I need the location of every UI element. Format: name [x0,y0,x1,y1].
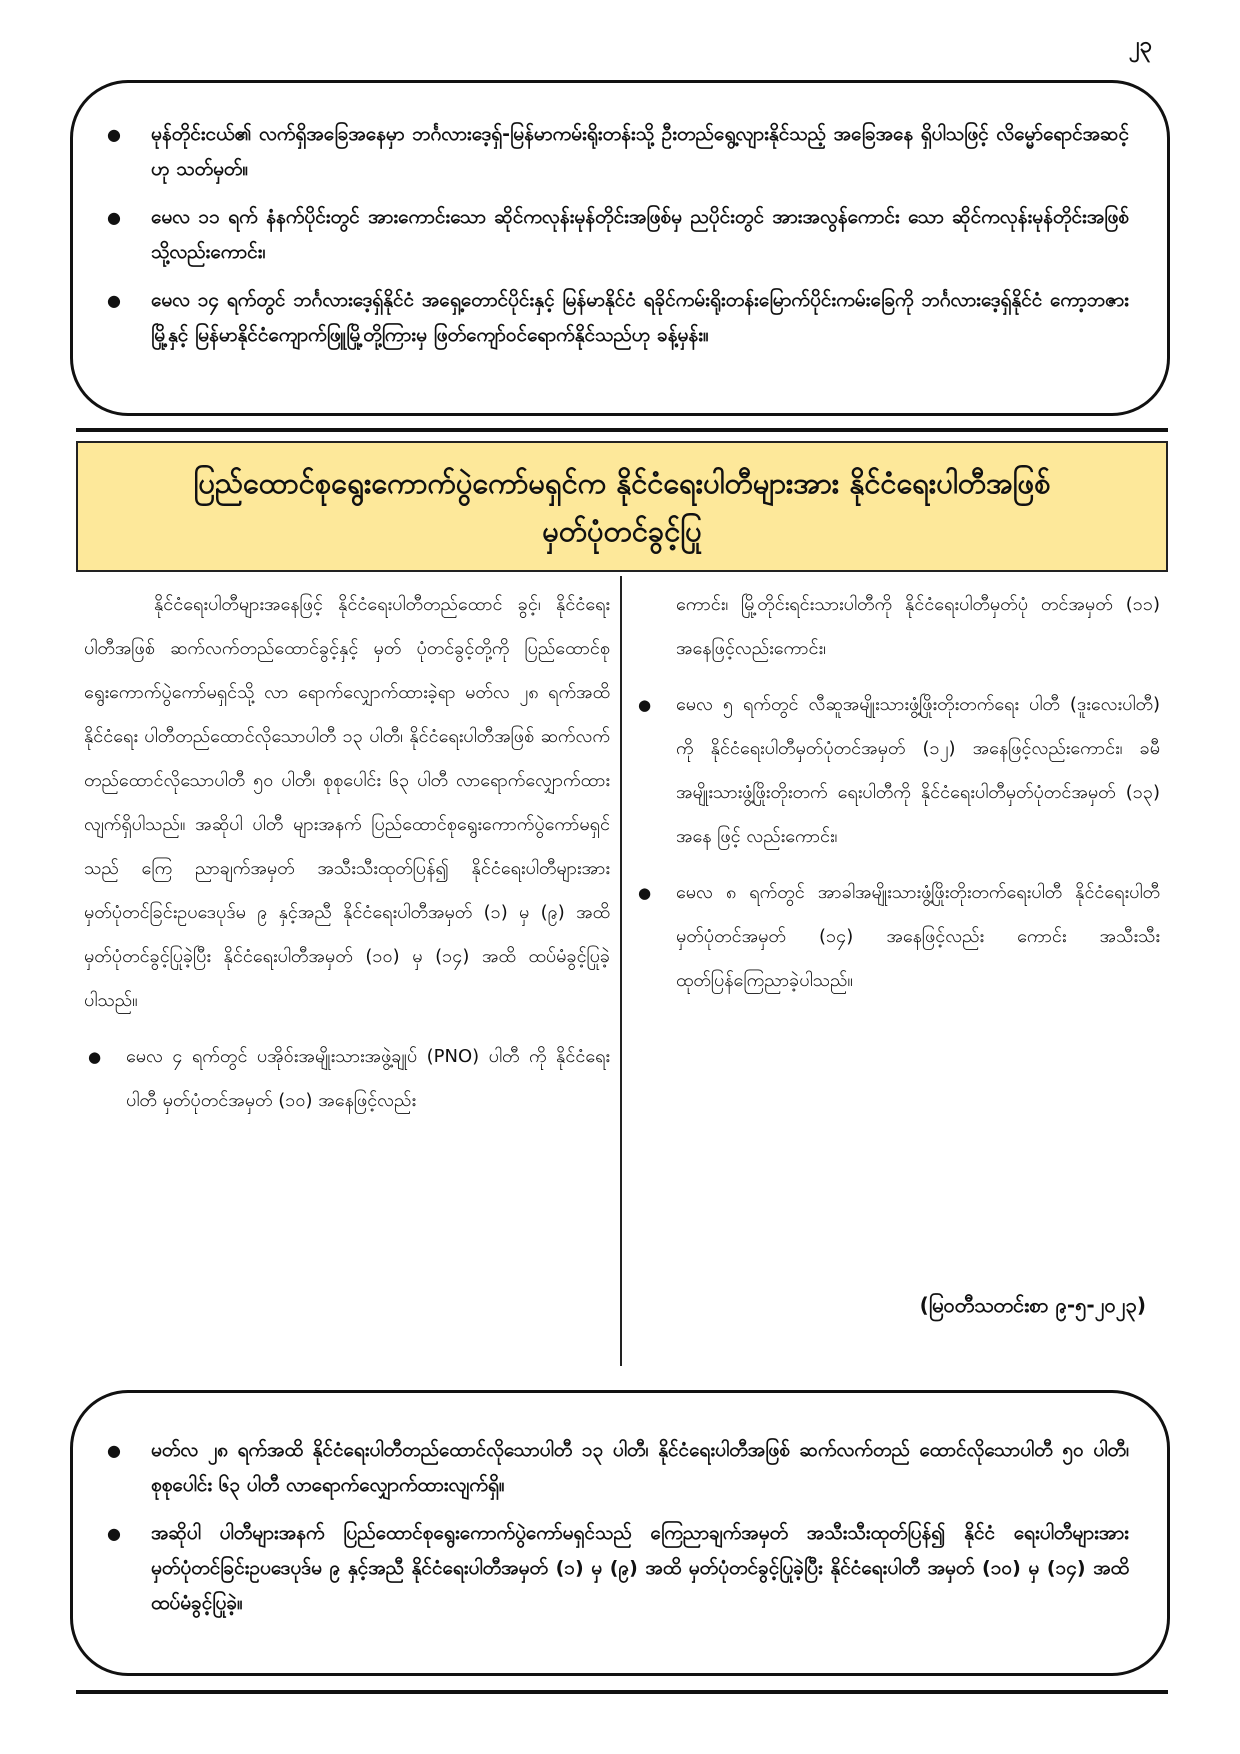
source-citation: (မြဝတီသတင်းစာ ၉-၅-၂၀၂၃) [919,1293,1146,1317]
article-right-column [634,583,1160,1003]
top-summary-list [103,117,1129,353]
top-summary-item: ● မေလ ၁၁ ရက် နံနက်ပိုင်းတွင် အားကောင်းသော ဆိုင်ကလုန်းမုန်တိုင်းအဖြစ်မှ ညပိုင်းတွင် အားအလွန်ကောင်း သော ဆိုင်ကလုန်းမုန်တိုင်းအဖြစ်သို့လည်းကောင်း၊ [103,200,1129,270]
right-bullet-list [634,683,1160,1003]
article-headline: ပြည်ထောင်စုရွေးကောက်ပွဲကော်မရှင်က နိုင်ငံရေးပါတီများအား နိုင်ငံရေးပါတီအဖြစ် မှတ်ပုံတင်ခွင့်ပြု [193,465,1051,548]
bottom-summary-item: ● အဆိုပါ ပါတီများအနက် ပြည်ထောင်စုရွေးကောက်ပွဲကော်မရှင်သည် ကြေညာချက်အမှတ် အသီးသီးထုတ်ပြန်၍ နိုင်ငံ ရေးပါတီများအား မှတ်ပုံတင်ခြင်းဥပဒေပုဒ်မ ၉ နှင့်အညီ နိုင်ငံရေးပါတီအမှတ် (၁) မှ (၉) အထိ မှတ်ပုံတင်ခွင့်ပြုခဲ့ပြီး နိုင်ငံရေးပါတီ အမှတ် (၁၀) မှ (၁၄) အထိ ထပ်မံခွင့်ပြုခဲ့။ [103,1516,1129,1621]
article-left-column [84,583,610,1123]
bottom-divider-rule [76,1690,1168,1694]
headline-banner [76,441,1168,572]
top-summary-item: ● မေလ ၁၄ ရက်တွင် ဘင်္ဂလားဒေ့ရှ်နိုင်ငံ အရှေ့တောင်ပိုင်းနှင့် မြန်မာနိုင်ငံ ရခိုင်ကမ်းရိုးတန်းမြောက်ပိုင်းကမ်းခြေကို ဘင်္ဂလားဒေ့ရှ်နိုင်ငံ ကော့ဘဇားမြို့နှင့် မြန်မာနိုင်ငံကျောက်ဖြူမြို့တို့ကြားမှ ဖြတ်ကျော်ဝင်ရောက်နိုင်သည်ဟု ခန့်မှန်း။ [103,283,1129,353]
left-bullet-list [84,1035,610,1123]
column-divider [620,576,622,1366]
top-divider-rule [76,428,1168,432]
bottom-summary-item: ● မတ်လ ၂၈ ရက်အထိ နိုင်ငံရေးပါတီတည်ထောင်လိုသောပါတီ ၁၃ ပါတီ၊ နိုင်ငံရေးပါတီအဖြစ် ဆက်လက်တည် ထောင်လိုသောပါတီ ၅၀ ပါတီ၊ စုစုပေါင်း ၆၃ ပါတီ လာရောက်လျှောက်ထားလျက်ရှိ။ [103,1433,1129,1503]
article-bullet: ● မေလ ၅ ရက်တွင် လီဆူအမျိုးသားဖွံ့ဖြိုးတိုးတက်ရေး ပါတီ (ဒူးလေးပါတီ) ကို နိုင်ငံရေးပါတီမှတ်ပုံတင်အမှတ် (၁၂) အနေဖြင့်လည်းကောင်း၊ ခမီအမျိုးသားဖွံ့ဖြိုးတိုးတက် ရေးပါတီကို နိုင်ငံရေးပါတီမှတ်ပုံတင်အမှတ် (၁၃) အနေ ဖြင့် လည်းကောင်း၊ [634,683,1160,859]
article-bullet: ● မေလ ၄ ရက်တွင် ပအိုဝ်းအမျိုးသားအဖွဲ့ချုပ် (PNO) ပါတီ ကို နိုင်ငံရေးပါတီ မှတ်ပုံတင်အမှတ် (၁၀) အနေဖြင့်လည်း [84,1035,610,1123]
top-summary-box [70,80,1170,416]
article-paragraph: နိုင်ငံရေးပါတီများအနေဖြင့် နိုင်ငံရေးပါတီတည်ထောင် ခွင့်၊ နိုင်ငံရေးပါတီအဖြစ် ဆက်လက်တည်ထောင်ခွင့်နှင့် မှတ် ပုံတင်ခွင့်တို့ကို ပြည်ထောင်စုရွေးကောက်ပွဲကော်မရှင်သို့ လာ ရောက်လျှောက်ထားခဲ့ရာ မတ်လ ၂၈ ရက်အထိ နိုင်ငံရေး ပါတီတည်ထောင်လိုသောပါတီ ၁၃ ပါတီ၊ နိုင်ငံရေးပါတီအဖြစ် ဆက်လက်တည်ထောင်လိုသောပါတီ ၅၀ ပါတီ၊ စုစုပေါင်း ၆၃ ပါတီ လာရောက်လျှောက်ထားလျက်ရှိပါသည်။ အဆိုပါ ပါတီ များအနက် ပြည်ထောင်စုရွေးကောက်ပွဲကော်မရှင်သည် ကြေ ညာချက်အမှတ် အသီးသီးထုတ်ပြန်၍ နိုင်ငံရေးပါတီများအား မှတ်ပုံတင်ခြင်းဥပဒေပုဒ်မ ၉ နှင့်အညီ နိုင်ငံရေးပါတီအမှတ် (၁) မှ (၉) အထိ မှတ်ပုံတင်ခွင့်ပြုခဲ့ပြီး နိုင်ငံရေးပါတီအမှတ် (၁၀) မှ (၁၄) အထိ ထပ်မံခွင့်ပြုခဲ့ပါသည်။ [84,594,610,1011]
page-number: ၂၃ [1128,33,1152,58]
top-summary-item: ● မုန်တိုင်းငယ်၏ လက်ရှိအခြေအနေမှာ ဘင်္ဂလားဒေ့ရှ်-မြန်မာကမ်းရိုးတန်းသို့ ဦးတည်ရွေ့လျားနိုင်သည့် အခြေအနေ ရှိပါသဖြင့် လိမ္မော်ရောင်အဆင့်ဟု သတ်မှတ်။ [103,117,1129,187]
bottom-summary-list [103,1433,1129,1621]
bottom-summary-box [70,1390,1170,1676]
article-continuation: ကောင်း၊ မြို့တိုင်းရင်းသားပါတီကို နိုင်ငံရေးပါတီမှတ်ပုံ တင်အမှတ် (၁၁) အနေဖြင့်လည်းကောင်း၊ [676,594,1160,659]
article-bullet: ● မေလ ၈ ရက်တွင် အာခါအမျိုးသားဖွံ့ဖြိုးတိုးတက်ရေးပါတီ နိုင်ငံရေးပါတီမှတ်ပုံတင်အမှတ် (၁၄) အနေဖြင့်လည်း ကောင်း အသီးသီးထုတ်ပြန်ကြေညာခဲ့ပါသည်။ [634,871,1160,1003]
